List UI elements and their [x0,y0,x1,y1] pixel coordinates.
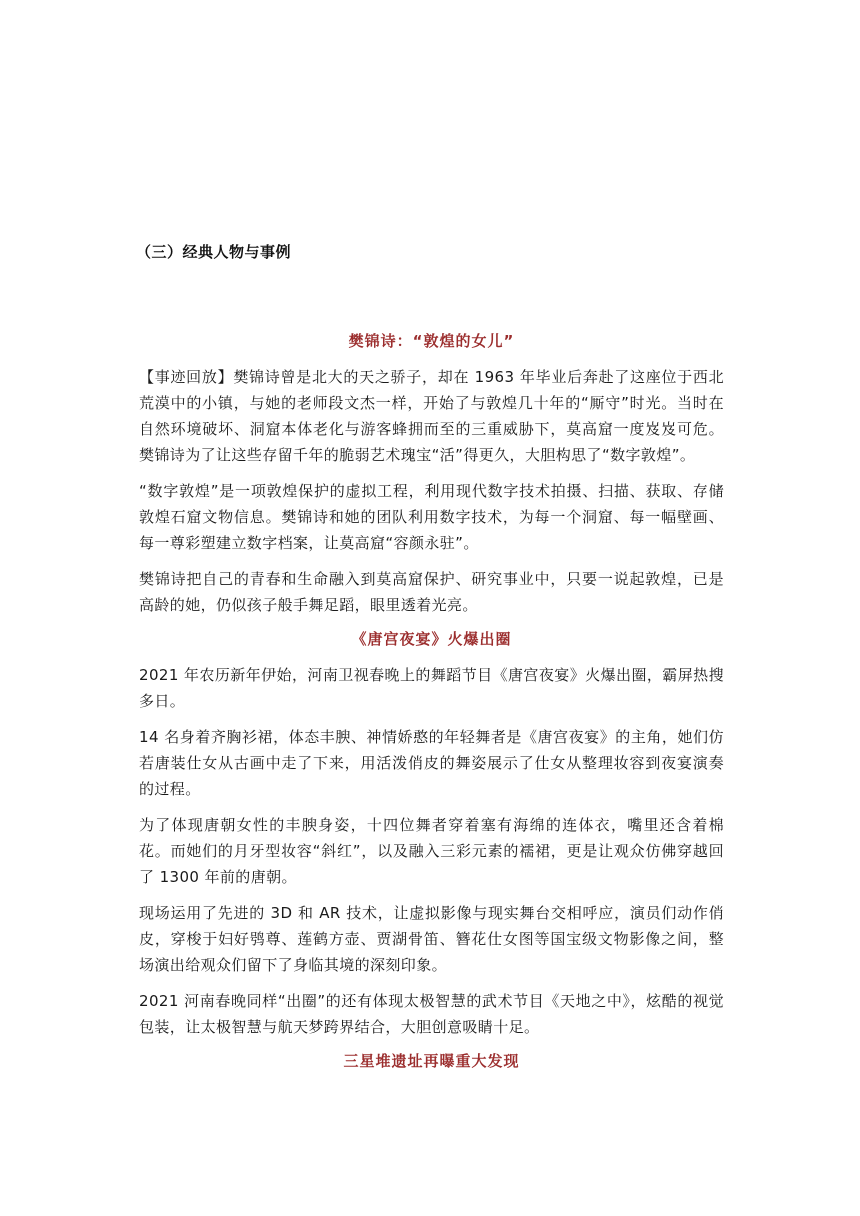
paragraph: 14 名身着齐胸衫裙，体态丰腴、神情娇憨的年轻舞者是《唐宫夜宴》的主角，她们仿若唐装仕女从古画中走了下来，用活泼俏皮的舞姿展示了仕女从整理妆容到夜宴演奏的过程。 [139,728,724,798]
paragraph: 现场运用了先进的 3D 和 AR 技术，让虚拟影像与现实舞台交相呼应，演员们动作俏皮，穿梭于妇好鸮尊、莲鹤方壶、贾湖骨笛、簪花仕女图等国宝级文物影像之间，整场演出给观众们留下了身临其境的深刻印象。 [139,904,724,974]
paragraph: “数字敦煌”是一项敦煌保护的虚拟工程，利用现代数字技术拍摄、扫描、获取、存储敦煌石窟文物信息。樊锦诗和她的团队利用数字技术，为每一个洞窟、每一幅壁画、每一尊彩塑建立数字档案，让莫高窟“容颜永驻”。 [139,482,724,552]
paragraph: 2021 年农历新年伊始，河南卫视春晚上的舞蹈节目《唐宫夜宴》火爆出圈，霸屏热搜多日。 [139,666,724,710]
article-content [139,330,724,1084]
paragraph: 为了体现唐朝女性的丰腴身姿，十四位舞者穿着塞有海绵的连体衣，嘴里还含着棉花。而她们的月牙型妆容“斜红”，以及融入三彩元素的襦裙，更是让观众仿佛穿越回了 1300 年前的唐朝。 [139,816,724,886]
article-fan-jinshi [139,330,724,618]
article-tang-palace-banquet [139,628,724,1040]
paragraph: 2021 河南春晚同样“出圈”的还有体现太极智慧的武术节目《天地之中》，炫酷的视觉包装，让太极智慧与航天梦跨界结合，大胆创意吸睛十足。 [139,992,724,1036]
article-sanxingdui [139,1050,724,1072]
article-title: 《唐宫夜宴》火爆出圈 [351,630,512,648]
article-title: 樊锦诗：“敦煌的女儿” [348,332,515,350]
article-title: 三星堆遗址再曝重大发现 [343,1052,520,1070]
paragraph: 樊锦诗把自己的青春和生命融入到莫高窟保护、研究事业中，只要一说起敦煌，已是高龄的她，仍似孩子般手舞足蹈，眼里透着光亮。 [139,570,724,614]
section-heading: （三）经典人物与事例 [136,243,292,261]
paragraph: 【事迹回放】樊锦诗曾是北大的天之骄子，却在 1963 年毕业后奔赴了这座位于西北荒漠中的小镇，与她的老师段文杰一样，开始了与敦煌几十年的“厮守”时光。当时在自然环境破坏、洞窟本体老化与游客蜂拥而至的三重威胁下，莫高窟一度岌岌可危。樊锦诗为了让这些存留千年的脆弱艺术瑰宝“活”得更久，大胆构思了“数字敦煌”。 [139,368,724,464]
